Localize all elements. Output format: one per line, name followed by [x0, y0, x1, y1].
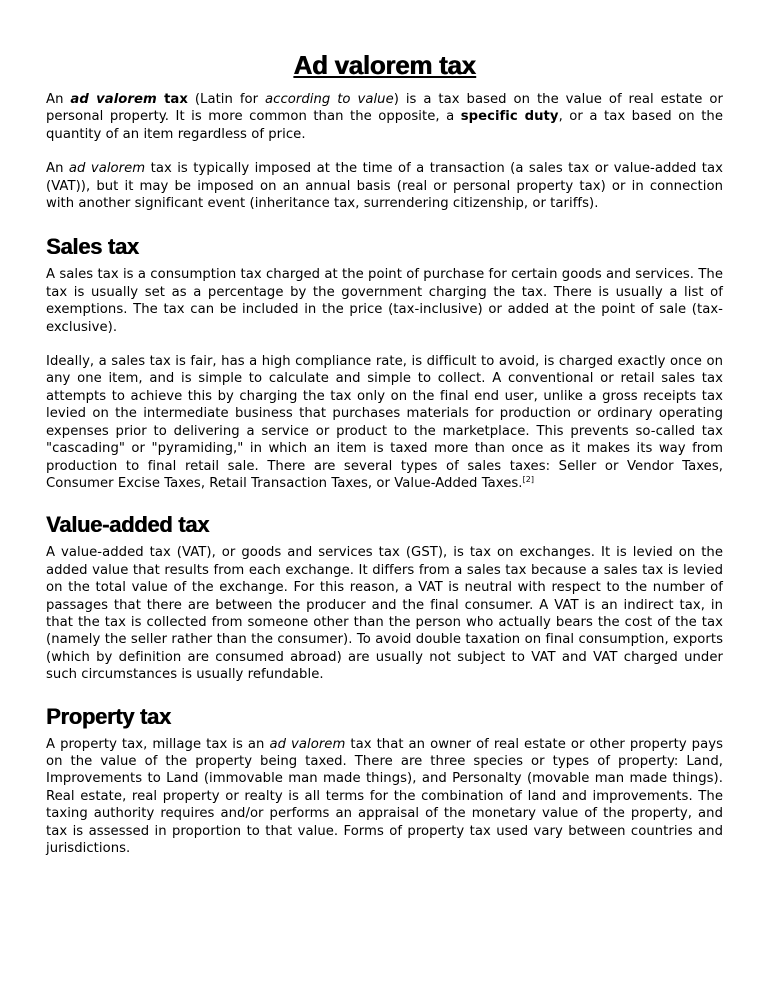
sales-tax-paragraph-2 [46, 353, 723, 492]
specific-duty-term: specific duty [460, 109, 559, 125]
page-title: Ad valorem tax [293, 50, 476, 80]
ad-valorem-term: ad valorem [70, 92, 157, 107]
value-added-tax-heading: Value-added tax [46, 512, 210, 538]
intro-p2-text-b: tax is typically imposed at the time of a transaction (a sales tax or value-added tax (VAT)), but it may be imposed on an annual basis (real or personal property tax) or in connection with another significant event (inheritance tax, surrendering citizenship, or tariffs). [46, 161, 723, 212]
intro-paragraph-2 [46, 160, 723, 212]
sales-tax-paragraph-1: A sales tax is a consumption tax charged at the point of purchase for certain goods and services. The tax is usually set as a percentage by the government charging the tax. There is usually a list of exemptions. The tax can be included in the price (tax-inclusive) or added at the point of sale (tax-exclusive). [46, 267, 723, 335]
reference-link[interactable]: [2] [522, 474, 535, 484]
property-text-a: A property tax, millage tax is an [46, 736, 270, 752]
value-added-tax-paragraph: A value-added tax (VAT), or goods and services tax (GST), is tax on exchanges. It is levied on the added value that results from each exchange. It differs from a sales tax because a sales tax is levied on the total value of the exchange. For this reason, a VAT is neutral with respect to the number of passages that there are between the producer and the final consumer. A VAT is an indirect tax, in that the tax is collected from someone other than the person who actually bears the cost of the tax (namely the seller rather than the consumer). To avoid double taxation on final consumption, exports (which by definition are consumed abroad) are usually not subject to VAT and VAT charged under such circumstances is usually refundable. [46, 545, 723, 683]
property-tax-paragraph [46, 736, 723, 858]
intro-p1-text-d: , or a tax based on the quantity of an item regardless of price. [46, 109, 723, 142]
property-tax-heading: Property tax [46, 703, 171, 729]
intro-p2-text-a: An [46, 161, 69, 177]
sales-tax-p2-text: Ideally, a sales tax is fair, has a high compliance rate, is difficult to avoid, is charged exactly once on any one item, and is simple to calculate and simple to collect. A conventional or retail sales tax attempts to achieve this by charging the tax only on the final end user, unlike a gross receipts tax levied on the intermediate business that purchases materials for production or ordinary operating expenses prior to delivering a service or product to the marketplace. This prevents so-called tax "cascading" or "pyramiding," in which an item is taxed more than once as it makes its way from production to final retail sale. There are several types of sales taxes: Seller or Vendor Taxes, Consumer Excise Taxes, Retail Transaction Taxes, or Value-Added Taxes. [46, 354, 723, 491]
intro-paragraph-1 [46, 91, 723, 143]
ad-valorem-italic: ad valorem [68, 161, 146, 177]
property-text-b: tax that an owner of real estate or other property pays on the value of the property being taxed. There are three species or types of property: Land, Improvements to Land (immovable man made things), and Personalty (movable man made things). Real estate, real property or realty is all terms for the combination of land and improvements. The taxing authority requires and/or performs an appraisal of the monetary value of the property, and tax is assessed in proportion to that value. Forms of property tax used vary between countries and jurisdictions. [46, 736, 724, 856]
intro-p1-text-a: An [46, 92, 71, 107]
sales-tax-heading: Sales tax [46, 234, 139, 260]
ad-valorem-italic-property: ad valorem [269, 736, 346, 752]
intro-p1-text-b: (Latin for [187, 92, 266, 107]
ad-valorem-term-tax: tax [156, 92, 188, 107]
intro-p1-text-c: ) is a tax based on the value of real estate or personal property. It is more common than the opposite, a [46, 92, 723, 125]
latin-translation: according to value [265, 92, 394, 107]
